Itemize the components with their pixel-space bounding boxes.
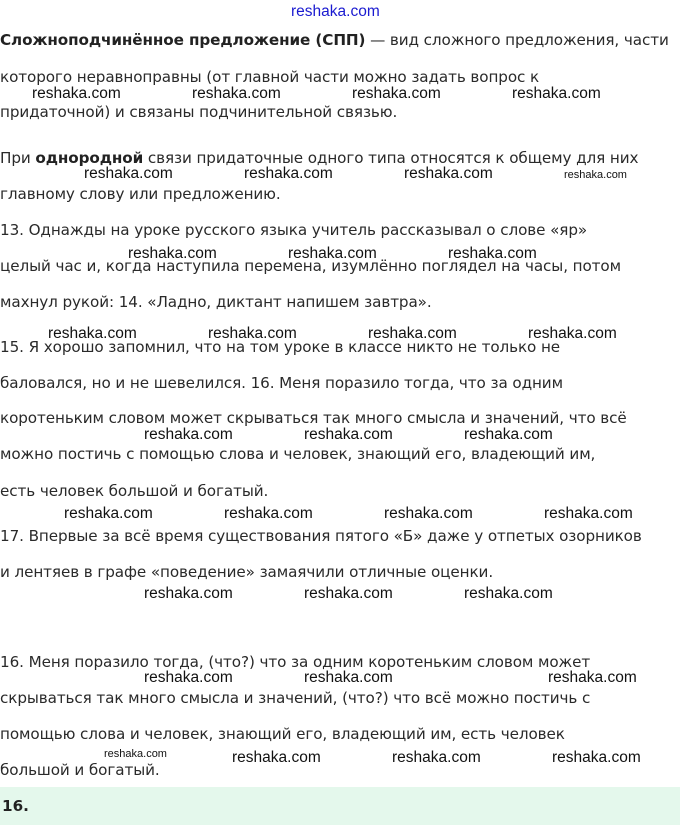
watermark: reshaka.com — [32, 85, 121, 102]
watermark: reshaka.com — [244, 165, 333, 182]
watermark-top: reshaka.com — [291, 3, 380, 20]
answer-bar — [0, 787, 680, 825]
watermark: reshaka.com — [128, 245, 217, 262]
answer-label: 16. — [2, 797, 29, 815]
homogeneous-line-2: главному слову или предложению. — [0, 185, 281, 203]
watermark: reshaka.com — [368, 325, 457, 342]
text-line: и лентяев в графе «поведение» замаячили отличные оценки. — [0, 563, 494, 581]
watermark: reshaka.com — [384, 505, 473, 522]
text-line: 15. Я хорошо запомнил, что на том уроке в классе никто не только не — [0, 338, 561, 356]
watermark: reshaka.com — [392, 749, 481, 766]
watermark: reshaka.com — [512, 85, 601, 102]
definition-line-1 — [0, 31, 669, 49]
text-line: целый час и, когда наступила перемена, изумлённо поглядел на часы, потом — [0, 257, 621, 275]
definition-line-3: придаточной) и связаны подчинительной связью. — [0, 103, 398, 121]
text-line: баловался, но и не шевелился. 16. Меня поразило тогда, что за одним — [0, 374, 563, 392]
text-line: есть человек большой и богатый. — [0, 482, 269, 500]
watermark: reshaka.com — [144, 669, 233, 686]
watermark: reshaka.com — [528, 325, 617, 342]
text-line: коротеньким словом может скрываться так много смысла и значений, что всё — [0, 409, 627, 427]
definition-term: Сложноподчинённое предложение (СПП) — [0, 31, 366, 49]
definition-line-2: которого неравноправны (от главной части можно задать вопрос к — [0, 68, 540, 86]
watermark: reshaka.com — [192, 85, 281, 102]
text-line: 17. Впервые за всё время существования пятого «Б» даже у отпетых озорников — [0, 527, 642, 545]
watermark: reshaka.com — [48, 325, 137, 342]
analysis-line: скрываться так много смысла и значений, (что?) что всё можно постичь с — [0, 689, 591, 707]
watermark: reshaka.com — [464, 426, 553, 443]
watermark: reshaka.com — [448, 245, 537, 262]
watermark: reshaka.com — [288, 245, 377, 262]
watermark: reshaka.com — [144, 426, 233, 443]
text-line: можно постичь с помощью слова и человек, знающий его, владеющий им, — [0, 445, 596, 463]
watermark: reshaka.com — [64, 505, 153, 522]
watermark: reshaka.com — [404, 165, 493, 182]
watermark: reshaka.com — [552, 749, 641, 766]
analysis-line: помощью слова и человек, знающий его, владеющий им, есть человек — [0, 725, 565, 743]
analysis-line: большой и богатый. — [0, 761, 160, 779]
watermark: reshaka.com — [304, 585, 393, 602]
watermark: reshaka.com — [464, 585, 553, 602]
watermark: reshaka.com — [104, 748, 167, 760]
watermark: reshaka.com — [564, 169, 627, 181]
watermark: reshaka.com — [304, 669, 393, 686]
homogeneous-pre: При — [0, 149, 36, 167]
homogeneous-term: однородной — [35, 149, 144, 167]
analysis-line: 16. Меня поразило тогда, (что?) что за одним коротеньким словом может — [0, 653, 591, 671]
watermark: reshaka.com — [352, 85, 441, 102]
watermark: reshaka.com — [548, 669, 637, 686]
watermark: reshaka.com — [84, 165, 173, 182]
watermark: reshaka.com — [304, 426, 393, 443]
watermark: reshaka.com — [208, 325, 297, 342]
definition-rest: — вид сложного предложения, части — [365, 31, 669, 49]
text-line: 13. Однажды на уроке русского языка учитель рассказывал о слове «яр» — [0, 221, 588, 239]
watermark: reshaka.com — [224, 505, 313, 522]
watermark: reshaka.com — [144, 585, 233, 602]
homogeneous-post: связи придаточные одного типа относятся к общему для них — [143, 149, 639, 167]
watermark: reshaka.com — [544, 505, 633, 522]
watermark: reshaka.com — [232, 749, 321, 766]
text-line: махнул рукой: 14. «Ладно, диктант напишем завтра». — [0, 293, 432, 311]
